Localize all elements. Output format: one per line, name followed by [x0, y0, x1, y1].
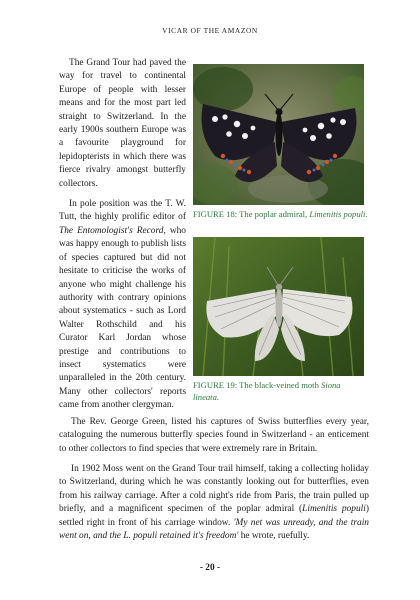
paragraph-tutt-text-1: In pole position was the T. W. Tutt, the highly prolific editor of	[59, 199, 186, 223]
figure-19-image	[193, 237, 364, 376]
species-name: Limenitis populi	[302, 504, 366, 515]
paragraph-moss-grand-tour	[59, 463, 369, 543]
paragraph-tutt	[59, 198, 186, 413]
figure-19-caption-text: FIGURE 19: The black-veined moth	[193, 380, 322, 390]
running-header: VICAR OF THE AMAZON	[162, 26, 258, 35]
journal-title: The Entomologist's Record,	[59, 225, 166, 236]
paragraph-moss-grand-tour-text	[59, 463, 369, 543]
figure-18-image	[193, 64, 364, 205]
left-column	[59, 57, 186, 413]
figure-18-caption-text: FIGURE 18: The poplar admiral,	[193, 209, 310, 219]
butterfly-photo	[193, 64, 364, 205]
paragraph-moss-text-3: he wrote, ruefully.	[238, 531, 310, 542]
paragraph-tutt-text-2: who was happy enough to publish lists of species captured but did not hesitate to criticise the works of anyone who might challenge his authority with contrary opinions about systematics - such as Lord Walter Rothschild and his Curator Karl Jordan whose prestige and contributions to insect systematics were unparalleled in the 20th century. Many other collectors' reports came from another clergyman.	[59, 225, 186, 411]
moss-quote: 'My net was unready, and the train went on, and the L. populi retained it's freedom'	[59, 517, 369, 542]
page-number: - 20 -	[199, 563, 221, 573]
figure-19-caption	[193, 380, 368, 403]
moth-photo	[193, 237, 364, 376]
figure-19-species: Siona lineata.	[193, 380, 341, 402]
paragraph-grand-tour: The Grand Tour had paved the way for travel to continental Europe of people with lesser means and for the most part led straight to Switzerland. In the early 1900s southern Europe was a favourite playground for lepidopterists in which there was fierce rivalry amongst butterfly collectors.	[59, 58, 186, 189]
paragraph-moss-text-1: In 1902 Moss went on the Grand Tour trail himself, taking a collecting holiday to Switzerland, during which he was constantly looking out for butterflies, even from his railway carriage. After a cold night's ride from Paris, the train pulled up briefly, and a magnificent specimen of the poplar admiral (	[59, 464, 369, 515]
paragraph-moss-text-2: ) settled right in front of his carriage window.	[59, 504, 369, 528]
paragraph-george-green-text: The Rev. George Green, listed his captures of Swiss butterflies every year, cataloguing the numerous butterfly species found in Switzerland - an enticement to other collectors to find species that were extremely rare in Britain.	[59, 417, 369, 454]
paragraph-george-green	[59, 416, 369, 456]
figure-18-caption	[193, 209, 368, 221]
figure-18-species: Limenitis populi.	[309, 209, 368, 219]
